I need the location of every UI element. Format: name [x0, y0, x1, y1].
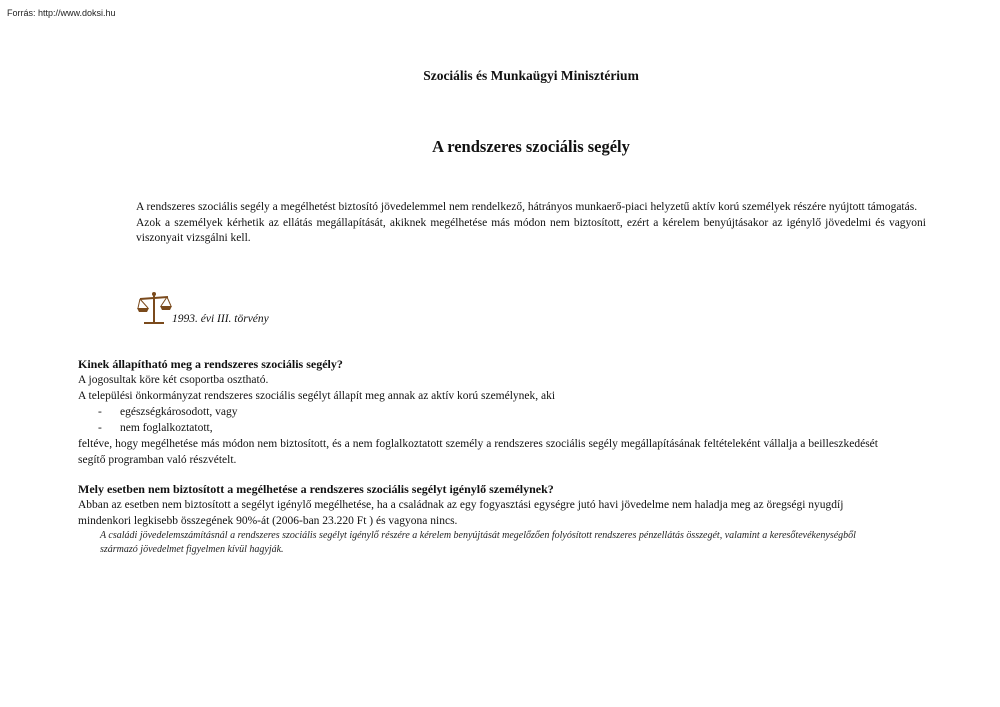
intro-block [136, 200, 926, 247]
intro-paragraph-1: A rendszeres szociális segély a megélhetést biztosító jövedelemmel nem rendelkező, hátrányos munkaerő-piaci helyzetű aktív korú személyek részére nyújtott támogatás. [136, 201, 918, 213]
section-eligibility-condition: feltéve, hogy megélhetése más módon nem biztosított, és a nem foglalkoztatott személy a rendszeres szociális segély megállapításának feltételeként vállalja a beilleszkedését segítő programban való részvételt. [78, 438, 878, 466]
list-item: - nem foglalkoztatott, [98, 422, 213, 434]
law-reference-text: 1993. évi III. törvény [172, 313, 269, 325]
scales-of-justice-icon [136, 290, 174, 326]
section-eligibility-line-1: A jogosultak köre két csoportba osztható. [78, 374, 269, 386]
page-title: A rendszeres szociális segély [432, 137, 630, 156]
section-eligibility-question: Kinek állapítható meg a rendszeres szociális segély? [78, 357, 343, 371]
law-reference [136, 290, 436, 330]
eligibility-list [78, 404, 878, 436]
source-label: Forrás: http://www.doksi.hu [7, 8, 116, 18]
section-eligibility [78, 356, 878, 468]
section-eligibility-line-2: A települési önkormányzat rendszeres szociális segélyt állapít meg annak az aktív korú személynek, aki [78, 390, 556, 402]
section-livelihood-question: Mely esetben nem biztosított a megélhetése a rendszeres szociális segélyt igénylő személynek? [78, 482, 554, 496]
list-item: - egészségkárosodott, vagy [98, 406, 238, 418]
section-livelihood [78, 481, 878, 556]
section-livelihood-body: Abban az esetben nem biztosított a segélyt igénylő megélhetése, ha a családnak az egy fogyasztási egységre jutó havi jövedelme nem haladja meg az öregségi nyugdíj mindenkori legkisebb összegének 90%-át (2006-ban 23.220 Ft ) és vagyona nincs. [78, 499, 844, 527]
ministry-heading: Szociális és Munkaügyi Minisztérium [423, 68, 639, 83]
section-livelihood-note: A családi jövedelemszámításnál a rendszeres szociális segélyt igénylő részére a kérelem benyújtását megelőzően folyósított rendszeres pénzellátás összegét, valamint a keresőtevékenységből származó jövedelmet figyelmen kívül hagyják. [100, 530, 856, 555]
intro-paragraph-2: Azok a személyek kérhetik az ellátás megállapítását, akiknek megélhetése más módon nem biztosított, ezért a kérelem benyújtásakor az igénylő jövedelmi és vagyoni viszonyait vizsgálni kell. [136, 216, 926, 244]
